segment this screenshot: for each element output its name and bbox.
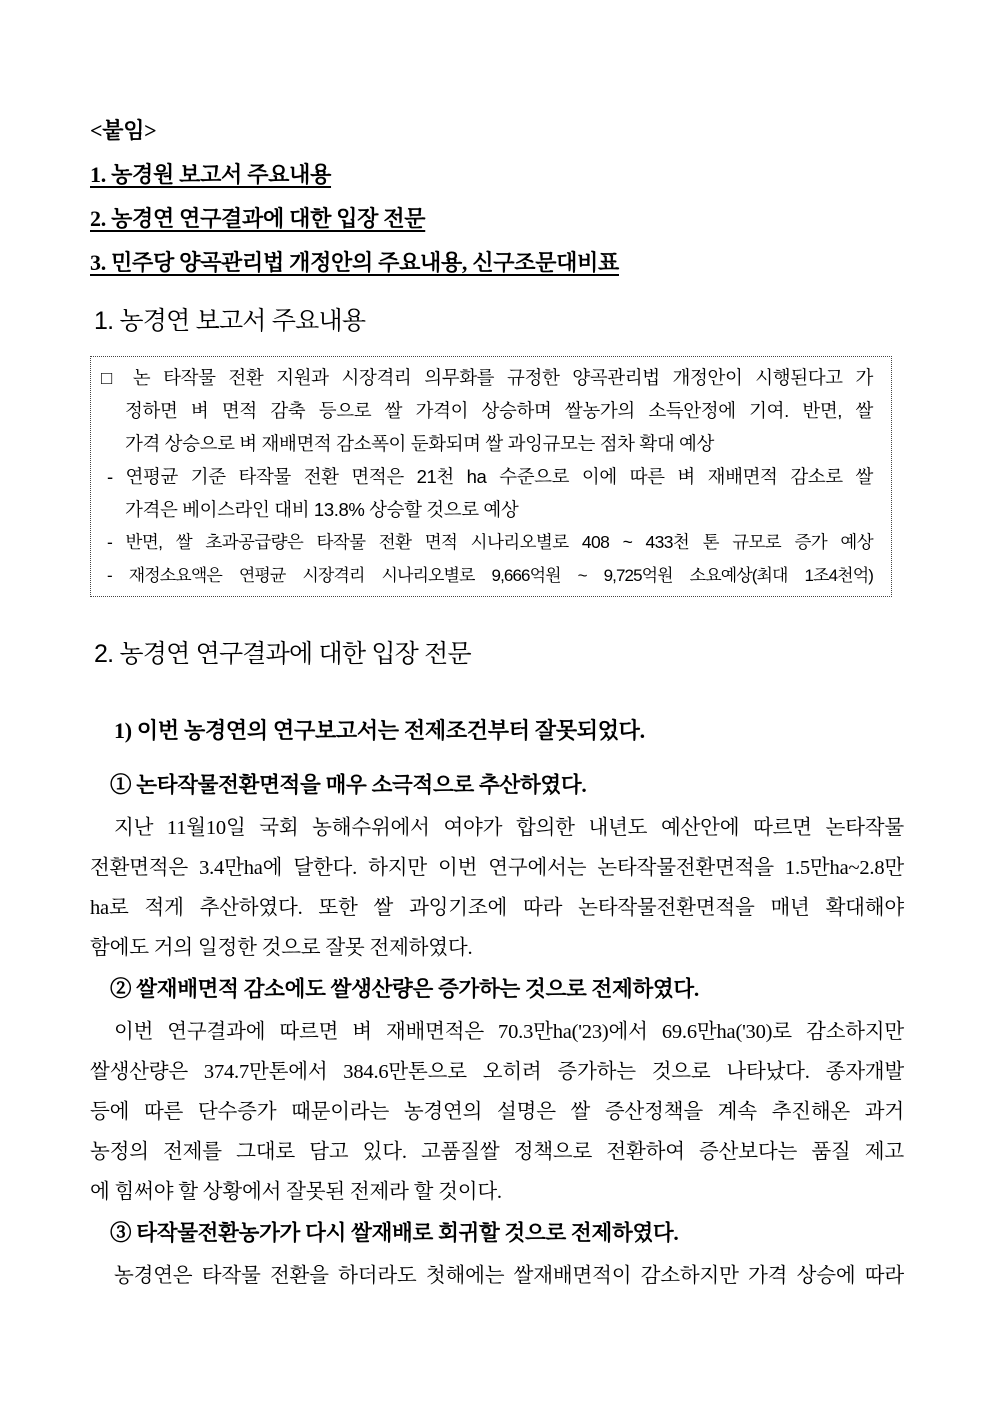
attachment-list — [90, 162, 904, 276]
text-line: 가격 상승으로 벼 재배면적 감소폭이 둔화되며 쌀 과잉규모는 점차 확대 예상 — [125, 433, 715, 454]
point-3-paragraph — [90, 1256, 904, 1296]
point-1-paragraph — [90, 808, 904, 968]
text-line: 전환면적은 3.4만ha에 달한다. 하지만 이번 연구에서는 논타작물전환면적을 1.5만ha~2.8만 — [90, 857, 904, 879]
point-3-heading: ③ 타작물전환농가가 다시 쌀재배로 회귀할 것으로 전제하였다. — [110, 1221, 679, 1245]
text-line: - 재정소요액은 연평균 시장격리 시나리오별로 9,666억원 ~ 9,725억원 소요예상(최대 1조4천억) — [107, 566, 873, 585]
attachment-label: <붙임> — [90, 118, 157, 143]
text-line: 가격은 베이스라인 대비 13.8% 상승할 것으로 예상 — [125, 499, 519, 520]
text-line: 3. 민주당 양곡관리법 개정안의 주요내용, 신구조문대비표 — [90, 250, 619, 275]
text-line: - 반면, 쌀 초과공급량은 타작물 전환 면적 시나리오별로 408 ~ 433천 톤 규모로 증가 예상 — [107, 532, 873, 552]
text-line: 등에 따른 단수증가 때문이라는 농경연의 설명은 쌀 증산정책을 계속 추진해온 과거 — [90, 1101, 904, 1123]
text-line: 농정의 전제를 그대로 담고 있다. 고품질쌀 정책으로 전환하여 증산보다는 품질 제고 — [90, 1141, 904, 1163]
text-line: - 연평균 기준 타작물 전환 면적은 21천 ha 수준으로 이에 따른 벼 재배면적 감소로 쌀 — [107, 466, 873, 487]
point-1-heading: ① 논타작물전환면적을 매우 소극적으로 추산하였다. — [110, 773, 587, 797]
text-line: 2. 농경연 연구결과에 대한 입장 전문 — [90, 206, 426, 231]
point-2 — [90, 976, 904, 1212]
point-2-paragraph — [90, 1012, 904, 1212]
statement-heading: 1) 이번 농경연의 연구보고서는 전제조건부터 잘못되었다. — [114, 718, 645, 743]
text-line: 쌀생산량은 374.7만톤에서 384.6만톤으로 오히려 증가하는 것으로 나타났다. 종자개발 — [90, 1061, 904, 1083]
text-line: 함에도 거의 일정한 것으로 잘못 전제하였다. — [90, 937, 473, 959]
text-line: ha로 적게 추산하였다. 또한 쌀 과잉기조에 따라 논타작물전환면적을 매년 확대해야 — [90, 897, 904, 919]
text-line: 이번 연구결과에 따르면 벼 재배면적은 70.3만ha('23)에서 69.6만ha('30)로 감소하지만 — [114, 1021, 904, 1043]
text-line: 에 힘써야 할 상황에서 잘못된 전제라 할 것이다. — [90, 1181, 502, 1203]
point-3 — [90, 1220, 904, 1296]
point-1 — [90, 772, 904, 968]
text-line: 1. 농경원 보고서 주요내용 — [90, 162, 332, 187]
section1-heading: 1. 농경연 보고서 주요내용 — [94, 307, 366, 335]
text-line: 지난 11월10일 국회 농해수위에서 여야가 합의한 내년도 예산안에 따르면 논타작물 — [114, 817, 904, 839]
text-line: 농경연은 타작물 전환을 하더라도 첫해에는 쌀재배면적이 감소하지만 가격 상승에 따라 — [114, 1265, 904, 1287]
text-line: □ 논 타작물 전환 지원과 시장격리 의무화를 규정한 양곡관리법 개정안이 시행된다고 가 — [101, 367, 873, 388]
point-2-heading: ② 쌀재배면적 감소에도 쌀생산량은 증가하는 것으로 전제하였다. — [110, 977, 699, 1001]
summary-box — [90, 356, 892, 597]
text-line: 정하면 벼 면적 감축 등으로 쌀 가격이 상승하며 쌀농가의 소득안정에 기여. 반면, 쌀 — [125, 400, 873, 421]
section2-heading: 2. 농경연 연구결과에 대한 입장 전문 — [94, 640, 471, 668]
